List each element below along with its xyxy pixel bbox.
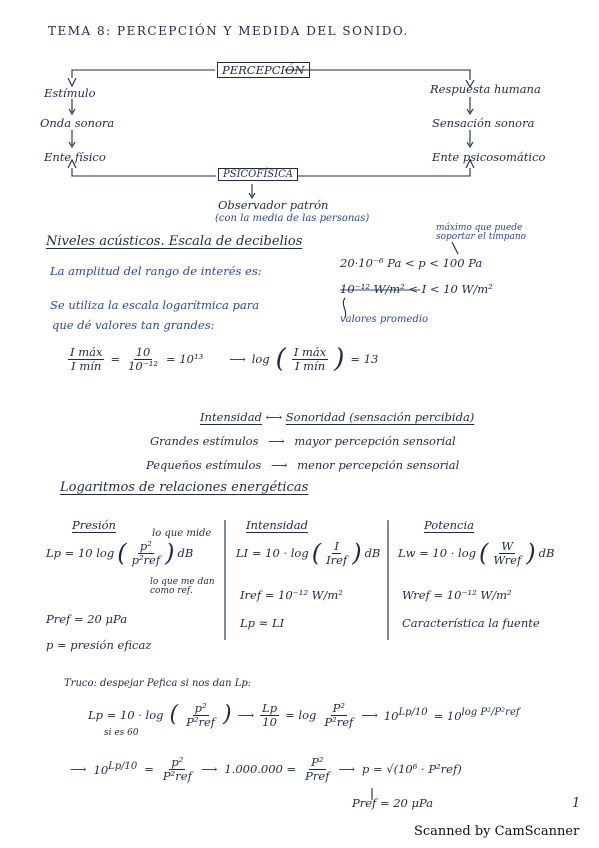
potencia-lhs: Lw = 10 · log [398, 546, 476, 561]
presion-den: p²ref [131, 552, 161, 567]
ratio-den: I mín [71, 358, 102, 373]
intensidad-formula: LI = 10 · log ( $\frac{I}{\text{Iref}}$ ) dB [236, 539, 381, 568]
ratio-num: I máx [70, 345, 103, 359]
truco-l1-num: p² [194, 701, 207, 715]
presion-formula: Lp = 10 log ( $\frac{\text{p²}}{\text{p²ref}}$ ) dB [46, 539, 194, 568]
presion-num: p² [139, 539, 152, 553]
ratio-eq: = [110, 352, 121, 367]
niveles-line2: Se utiliza la escala logarítmica para [50, 298, 260, 312]
max-note: máximo que puede soportar el tímpano [436, 223, 527, 243]
sens-row2 [146, 458, 459, 472]
log-den: I mín [294, 358, 326, 373]
truco-l1-d-exp: Lp/10 [398, 707, 428, 719]
truco-l2-b-den: P²ref [162, 768, 192, 783]
truco-arrow-2: ⟶ [361, 708, 378, 723]
observador-note: (con la media de las personas) [215, 213, 370, 224]
page-title: TEMA 8: PERCEPCIÓN Y MEDIDA DEL SONIDO. [48, 24, 409, 38]
intensidad-title: Intensidad [246, 518, 308, 532]
sens-header-left: Intensidad [200, 410, 262, 424]
potencia-wref: Wref = 10⁻¹² W/m² [402, 588, 512, 602]
ratio-formula: $\frac{\text{I máx}}{\text{I mín}}$ = $\frac{10}{\text{10⁻¹²}}$ = 10¹³ ⟶ log ( $\frac{\text{I máx}}{\text{I mín}}$ ) = 13 [70, 344, 379, 375]
ratio-result: = 10¹³ [166, 352, 204, 367]
presion-lhs: Lp = 10 log [46, 546, 115, 561]
truco-line2: ⟶ $10^{Lp/10}$ = $\frac{\text{p²}}{\text{P²ref}}$ ⟶ 1.000.000 = $\frac{\text{P²}}{\text{Pref}}$ ⟶ p = √(10⁶ · P²ref) [70, 755, 462, 783]
potencia-unit: dB [538, 546, 555, 561]
sens-row1 [150, 434, 456, 448]
truco-l1-b-den: 10 [262, 714, 277, 729]
sens-header [200, 410, 474, 424]
niveles-heading: Niveles acústicos. Escala de decibelios [46, 234, 303, 249]
potencia-den: Wref [493, 552, 522, 567]
intensidad-unit: dB [364, 546, 381, 561]
truco-l2-d: p = √(10⁶ · P²ref) [361, 762, 462, 777]
sens-row2-left: Pequeños estímulos [146, 458, 262, 472]
ratio-arrow: ⟶ [229, 352, 246, 367]
diagram-left-1: Estímulo [44, 86, 96, 100]
truco-si-note: si es 60 [104, 728, 139, 738]
truco-l2-b-num: p² [171, 755, 184, 769]
presion-pref: Pref = 20 μPa [46, 612, 128, 626]
logaritmos-heading: Logaritmos de relaciones energéticas [60, 480, 309, 495]
sens-row1-arrow: ⟶ [268, 434, 285, 448]
observador-label: Observador patrón [218, 198, 329, 212]
potencia-caract: Característica la fuente [402, 616, 540, 630]
diagram-right-3: Ente psicosomático [432, 150, 546, 164]
pressure-range: 20·10⁻⁶ Pa < p < 100 Pa [340, 256, 483, 270]
intensidad-approx: Lp ≈ LI [240, 616, 285, 630]
truco-l1-c-num: P² [332, 701, 346, 715]
presion-def: p = presión eficaz [46, 638, 152, 652]
log-result: = 13 [350, 352, 379, 367]
truco-arrow-4: ⟶ [200, 762, 218, 777]
log-num: I máx [293, 345, 327, 359]
truco-label: Truco: despejar Pefica si nos dan Lp: [64, 678, 252, 689]
sens-row1-left: Grandes estímulos [150, 434, 259, 448]
truco-arrow-1: ⟶ [237, 708, 255, 723]
page-number: 1 [572, 796, 581, 811]
ratio-num2: 10 [135, 345, 151, 359]
log-label: log [251, 352, 270, 367]
truco-l1-den: P²ref [186, 714, 216, 729]
valores-note: valores promedio [340, 314, 429, 325]
sens-double-arrow: ⟷ [265, 410, 283, 424]
potencia-formula: Lw = 10 · log ( $\frac{W}{\text{Wref}}$ ) dB [398, 539, 555, 568]
intensidad-lhs: LI = 10 · log [236, 546, 309, 561]
truco-l1-c-den: P²ref [324, 714, 354, 729]
intensidad-den: Iref [326, 552, 348, 567]
potencia-title: Potencia [424, 518, 475, 532]
sens-header-right: Sonoridad (sensación percibida) [285, 410, 475, 424]
truco-l2-c-num: P² [311, 755, 324, 769]
sens-row2-arrow: ⟶ [270, 458, 288, 472]
truco-pref-note: Pref = 20 μPa [352, 796, 434, 810]
truco-arrow-5: ⟶ [338, 762, 355, 777]
truco-l2-a-exp: Lp/10 [108, 761, 138, 773]
presion-unit: dB [177, 546, 194, 561]
truco-l1-c: = log [285, 708, 317, 723]
psicofisica-label: PSICOFÍSICA [218, 168, 298, 181]
diagram-right-1: Respuesta humana [430, 82, 541, 96]
truco-line1: Lp = 10 · log ( $\frac{\text{p²}}{\text{P²ref}}$ ) ⟶ $\frac{Lp}{10}$ = log $\frac{\text{P²}}{\text{P²ref}}$ ⟶ $10^{Lp/10}$ = $10^{log P^2/P^2ref}$ [88, 701, 520, 729]
percepcion-label: PERCEPCIÓN [217, 62, 310, 78]
diagram-right-2: Sensación sonora [432, 116, 535, 130]
ratio-den2: 10⁻¹² [128, 358, 159, 373]
intensity-range: 10⁻¹² W/m² < I < 10 W/m² [340, 282, 493, 296]
sens-row2-right: menor percepción sensorial [297, 458, 460, 472]
niveles-line1: La amplitud del rango de interés es: [50, 264, 262, 278]
truco-arrow-3: ⟶ [70, 762, 87, 777]
truco-l1-e: = 10 [433, 709, 462, 724]
presion-note-top: lo que mide [152, 528, 212, 539]
truco-l1-a: Lp = 10 · log [88, 708, 164, 723]
truco-l2-c: 1.000.000 = [224, 762, 297, 777]
truco-l1-d: 10 [383, 709, 399, 724]
truco-l2-c-den: Pref [305, 768, 330, 783]
truco-l1-e-exp: log P²/P²ref [461, 707, 520, 719]
diagram-left-3: Ente físico [44, 150, 106, 164]
presion-note-bottom: lo que me dan como ref. [150, 577, 215, 597]
truco-l2-a: 10 [93, 763, 109, 778]
intensidad-iref: Iref = 10⁻¹² W/m² [240, 588, 343, 602]
potencia-num: W [501, 539, 514, 553]
camscanner-footer: Scanned by CamScanner [414, 824, 580, 839]
sens-row1-right: mayor percepción sensorial [294, 434, 456, 448]
diagram-left-2: Onda sonora [40, 116, 115, 130]
intensidad-num: I [334, 539, 339, 553]
niveles-line3: que dé valores tan grandes: [52, 318, 215, 332]
presion-title: Presión [72, 518, 116, 532]
truco-l1-b: Lp [262, 701, 278, 715]
